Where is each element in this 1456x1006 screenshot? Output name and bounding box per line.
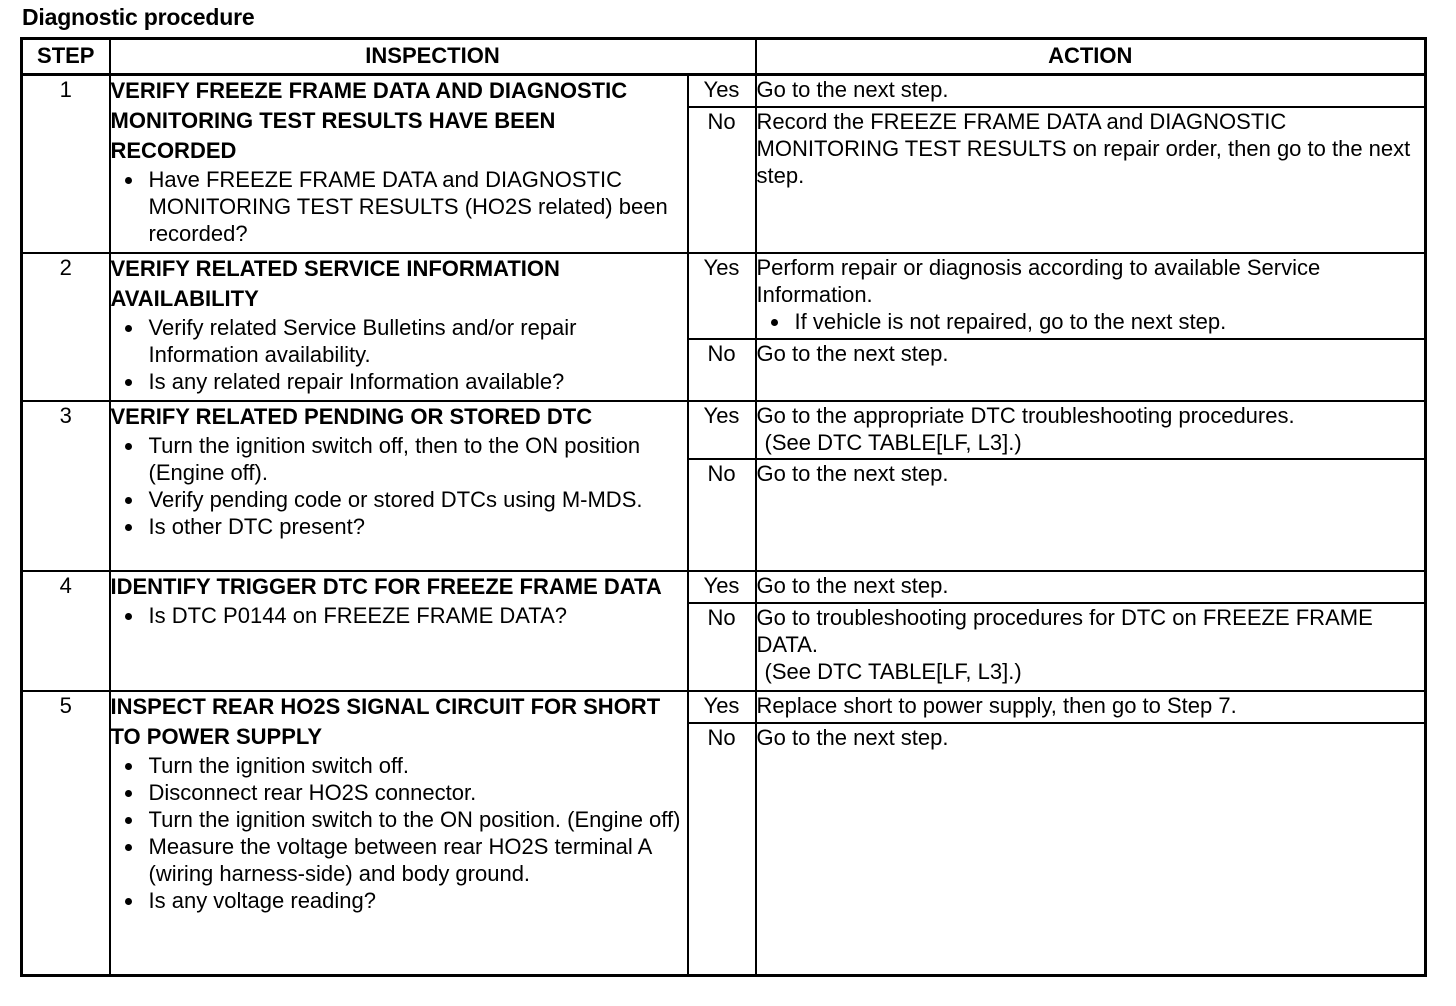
list-item: Is DTC P0144 on FREEZE FRAME DATA? xyxy=(111,602,687,629)
inspection-title: VERIFY RELATED SERVICE INFORMATION AVAILABILITY xyxy=(110,256,560,311)
no-label: No xyxy=(688,459,756,571)
list-item: Is any voltage reading? xyxy=(111,887,687,914)
inspection-cell xyxy=(110,691,688,976)
yes-action-cell xyxy=(756,401,1426,459)
yes-action: Replace short to power supply, then go to Step 7. xyxy=(756,691,1426,723)
dtc-table-reference: (See DTC TABLE[LF, L3].) xyxy=(764,659,1022,684)
table-row xyxy=(22,253,1426,339)
action-column-header: ACTION xyxy=(756,39,1426,75)
step-number: 5 xyxy=(22,691,110,976)
no-action: Go to troubleshooting procedures for DTC on FREEZE FRAME DATA. xyxy=(756,605,1373,657)
inspection-title: VERIFY RELATED PENDING OR STORED DTC xyxy=(110,404,593,429)
yes-action: Go to the next step. xyxy=(756,571,1426,603)
step-column-header: STEP xyxy=(22,39,110,75)
no-label: No xyxy=(688,603,756,691)
list-item: Have FREEZE FRAME DATA and DIAGNOSTIC MONITORING TEST RESULTS (HO2S related) been recorded? xyxy=(111,166,687,247)
inspection-bullets xyxy=(111,166,687,247)
inspection-title: IDENTIFY TRIGGER DTC FOR FREEZE FRAME DATA xyxy=(110,574,662,599)
inspection-title: VERIFY FREEZE FRAME DATA AND DIAGNOSTIC MONITORING TEST RESULTS HAVE BEEN RECORDED xyxy=(110,78,628,163)
step-number: 4 xyxy=(22,571,110,691)
list-item: Is other DTC present? xyxy=(111,513,687,540)
no-label: No xyxy=(688,339,756,401)
inspection-bullets xyxy=(111,602,687,629)
list-item: Verify related Service Bulletins and/or repair Information availability. xyxy=(111,314,687,368)
list-item: If vehicle is not repaired, go to the next step. xyxy=(757,308,1425,335)
no-label: No xyxy=(688,107,756,253)
step-number: 2 xyxy=(22,253,110,401)
yes-label: Yes xyxy=(688,401,756,459)
page-title: Diagnostic procedure xyxy=(22,4,255,30)
list-item: Disconnect rear HO2S connector. xyxy=(111,779,687,806)
inspection-bullets xyxy=(111,752,687,914)
table-row xyxy=(22,75,1426,108)
inspection-bullets xyxy=(111,432,687,540)
yes-label: Yes xyxy=(688,75,756,108)
no-action: Go to the next step. xyxy=(756,723,1426,976)
list-item: Turn the ignition switch to the ON position. (Engine off) xyxy=(111,806,687,833)
inspection-bullets xyxy=(111,314,687,395)
yes-action: Perform repair or diagnosis according to available Service Information. xyxy=(756,255,1321,307)
yes-label: Yes xyxy=(688,691,756,723)
no-action-cell xyxy=(756,603,1426,691)
no-action: Go to the next step. xyxy=(756,339,1426,401)
yes-action-cell xyxy=(756,253,1426,339)
table-row xyxy=(22,571,1426,603)
inspection-cell xyxy=(110,253,688,401)
table-header-row xyxy=(22,39,1426,75)
step-number: 3 xyxy=(22,401,110,571)
yes-label: Yes xyxy=(688,253,756,339)
yes-label: Yes xyxy=(688,571,756,603)
inspection-cell xyxy=(110,571,688,691)
list-item: Turn the ignition switch off, then to the ON position (Engine off). xyxy=(111,432,687,486)
table-row xyxy=(22,401,1426,459)
action-bullets xyxy=(757,308,1425,335)
list-item: Is any related repair Information available? xyxy=(111,368,687,395)
list-item: Verify pending code or stored DTCs using M-MDS. xyxy=(111,486,687,513)
yes-action: Go to the next step. xyxy=(756,75,1426,108)
inspection-title: INSPECT REAR HO2S SIGNAL CIRCUIT FOR SHORT TO POWER SUPPLY xyxy=(110,694,661,749)
yes-action: Go to the appropriate DTC troubleshooting procedures. xyxy=(756,403,1295,428)
no-label: No xyxy=(688,723,756,976)
no-action: Go to the next step. xyxy=(756,459,1426,571)
diagnostic-procedure-table xyxy=(20,37,1427,977)
no-action: Record the FREEZE FRAME DATA and DIAGNOSTIC MONITORING TEST RESULTS on repair order, then go to the next step. xyxy=(756,107,1426,253)
step-number: 1 xyxy=(22,75,110,254)
inspection-cell xyxy=(110,75,688,254)
list-item: Turn the ignition switch off. xyxy=(111,752,687,779)
inspection-column-header: INSPECTION xyxy=(110,39,756,75)
inspection-cell xyxy=(110,401,688,571)
table-row xyxy=(22,691,1426,723)
list-item: Measure the voltage between rear HO2S terminal A (wiring harness-side) and body ground. xyxy=(111,833,687,887)
dtc-table-reference: (See DTC TABLE[LF, L3].) xyxy=(764,430,1022,455)
